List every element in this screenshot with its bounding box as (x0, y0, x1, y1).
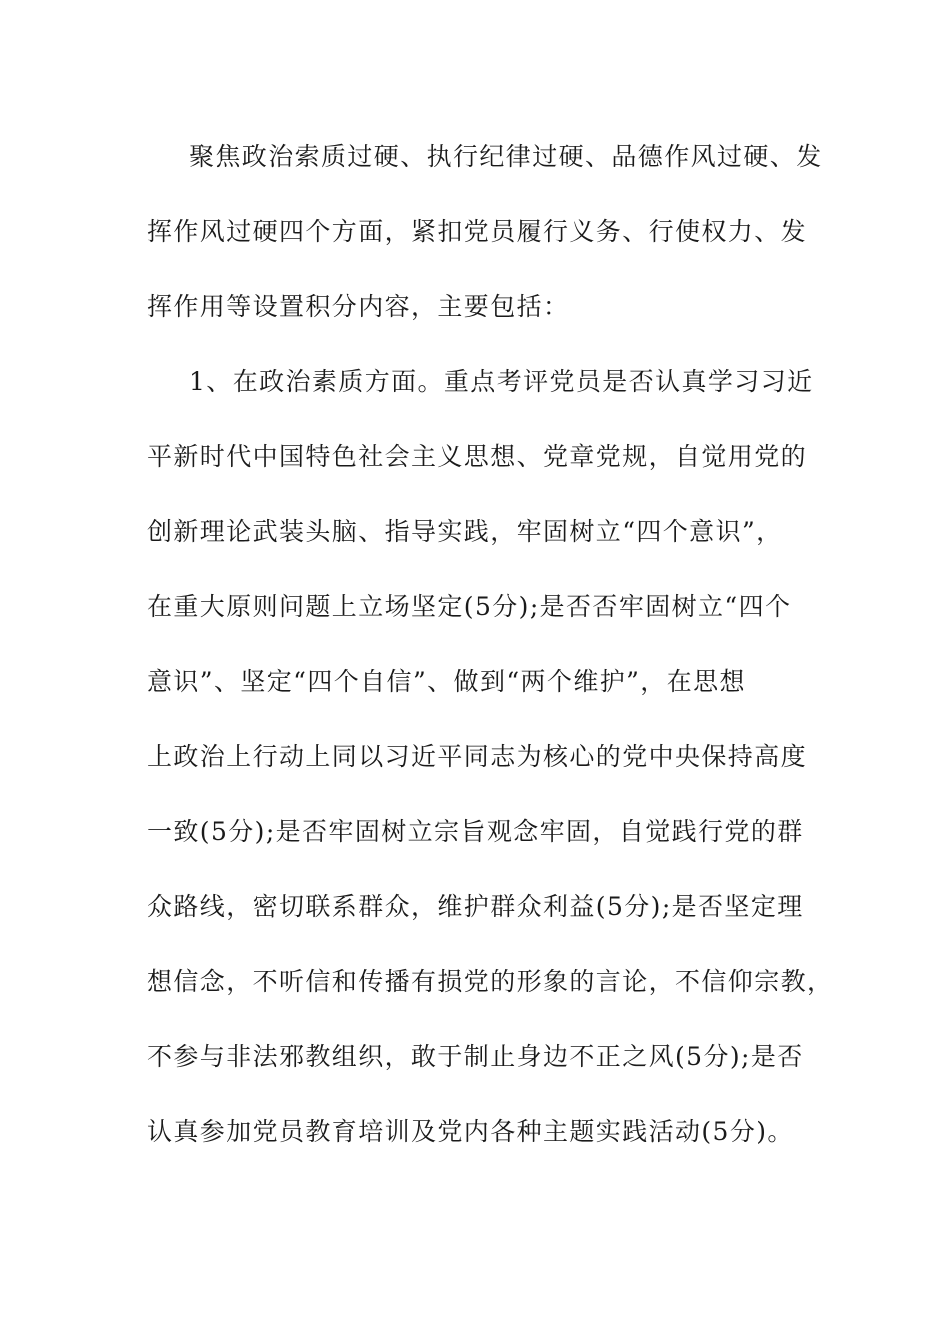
paragraph-line: 不参与非法邪教组织，敢于制止身边不正之风(5分);是否 (147, 1042, 804, 1071)
paragraph-line: 认真参加党员教育培训及党内各种主题实践活动(5分)。 (147, 1117, 794, 1146)
paragraph-line: 平新时代中国特色社会主义思想、党章党规，自觉用党的 (147, 442, 808, 471)
paragraph-political-quality (147, 357, 834, 1182)
paragraph-line: 在重大原则问题上立场坚定(5分);是否否牢固树立“四个 (147, 592, 792, 621)
paragraph-intro (147, 132, 823, 357)
paragraph-line: 挥作用等设置积分内容，主要包括： (147, 292, 570, 321)
paragraph-line: 想信念，不听信和传播有损党的形象的言论，不信仰宗教， (147, 967, 834, 996)
paragraph-line: 1、在政治素质方面。重点考评党员是否认真学习习近 (189, 367, 814, 396)
paragraph-line: 创新理论武装头脑、指导实践，牢固树立“四个意识”， (147, 517, 783, 546)
paragraph-line: 众路线，密切联系群众，维护群众利益(5分);是否坚定理 (147, 892, 804, 921)
paragraph-line: 一致(5分);是否牢固树立宗旨观念牢固，自觉践行党的群 (147, 817, 804, 846)
paragraph-line: 挥作风过硬四个方面，紧扣党员履行义务、行使权力、发 (147, 217, 808, 246)
paragraph-line: 上政治上行动上同以习近平同志为核心的党中央保持高度 (147, 742, 808, 771)
document-body (147, 132, 834, 1182)
paragraph-line: 意识”、坚定“四个自信”、做到“两个维护”，在思想 (147, 667, 746, 696)
paragraph-line: 聚焦政治索质过硬、执行纪律过硬、品德作风过硬、发 (189, 142, 823, 171)
